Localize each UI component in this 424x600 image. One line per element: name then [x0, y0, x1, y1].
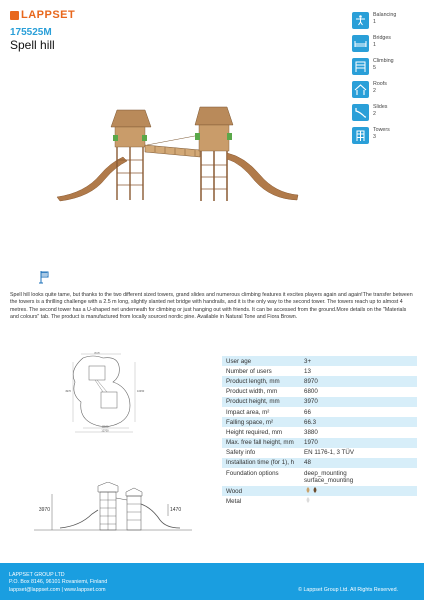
table-row: Number of users 13	[226, 367, 311, 375]
table-row: User age 3+	[222, 356, 417, 366]
metal-icon	[307, 497, 310, 503]
table-row: Product width, mm 6800	[226, 388, 318, 396]
footer-company: LAPPSET GROUP LTD	[9, 572, 65, 578]
table-row: Metal	[222, 496, 417, 506]
slide-icon	[352, 104, 369, 121]
feature-label: Bridges	[373, 35, 391, 41]
feature-item	[352, 33, 422, 56]
table-row: Product height, mm 3970	[222, 397, 417, 407]
footer-contact[interactable]: lappset@lappset.com | www.lappset.com	[9, 586, 106, 593]
feature-count: 3	[373, 134, 376, 140]
origin-flag-icon	[38, 270, 50, 284]
page-footer	[0, 563, 424, 600]
logo-mark-icon	[10, 11, 19, 20]
roof-icon	[352, 81, 369, 98]
feature-count: 1	[373, 42, 376, 48]
feature-list	[352, 10, 422, 148]
product-code: 175525M	[10, 27, 52, 38]
feature-item	[352, 125, 422, 148]
table-row: Wood	[222, 486, 417, 496]
tower-icon	[352, 127, 369, 144]
table-row: Impact area, m² 66	[226, 408, 311, 416]
feature-count: 1	[373, 19, 376, 25]
feature-label: Slides	[373, 104, 388, 110]
product-title: Spell hill	[10, 38, 55, 52]
feature-count: 5	[373, 65, 376, 71]
table-row: Installation time (for 1), h 48	[222, 458, 417, 468]
dim-elev-left: 3970	[38, 507, 50, 513]
brand-name: LAPPSET	[21, 9, 76, 21]
wood-natural-icon	[307, 487, 310, 493]
feature-item	[352, 79, 422, 102]
table-row: Product length, mm 8970	[222, 376, 417, 386]
dim-plan-right: 10450	[137, 390, 145, 393]
dim-plan-top: 5000	[94, 352, 100, 355]
wood-brown-icon	[314, 487, 317, 493]
footer-address: P.O. Box 8146, 96101 Rovaniemi, Finland	[9, 579, 108, 586]
feature-item	[352, 10, 422, 33]
metal-swatch	[302, 496, 417, 506]
table-row: Height required, mm 3880	[226, 428, 318, 436]
feature-label: Towers	[373, 127, 390, 133]
product-description: Spell hill looks quite tame, but thanks to the two different sized towers, grand slides and numerous climbing features it excites players again and again!The transfer between the towers is a thrilling challenge with a 2.5 m long, slightly slanted net bridge with handrails, and it is the only way to the second tower. The towers reach up to almost 4 metres. The second tower has a U-shaped net underneath for climbing or just hanging out with friends. It can be accessed from the ground.More details on the "Materials and colours" tab. The product is manufactured from locally sourced nordic pine. Available in Natural Tone and Fiora Brown.	[10, 292, 413, 321]
specs-table	[222, 356, 417, 506]
feature-label: Roofs	[373, 81, 387, 87]
bridge-icon	[352, 35, 369, 52]
balancing-icon	[352, 12, 369, 29]
table-row: Safety info EN 1176-1, 3 TÜV	[226, 449, 354, 457]
footer-copyright: © Lappset Group Ltd. All Rights Reserved.	[298, 587, 398, 593]
feature-item	[352, 102, 422, 125]
plan-drawing	[55, 352, 165, 434]
feature-count: 2	[373, 88, 376, 94]
elevation-drawing	[30, 482, 195, 532]
feature-label: Balancing	[373, 12, 397, 18]
dim-plan-bottom2: 12700	[101, 429, 109, 433]
product-render	[55, 105, 300, 215]
brand-logo	[10, 9, 75, 21]
wood-swatches	[302, 486, 417, 496]
feature-item	[352, 56, 422, 79]
dim-plan-left: 4970	[65, 390, 71, 393]
feature-count: 2	[373, 111, 376, 117]
dim-elev-right: 1470	[170, 507, 182, 513]
table-row: Falling space, m² 66.3	[222, 417, 417, 427]
table-row: Foundation options deep_mounting surface_mounting	[226, 470, 354, 485]
climbing-icon	[352, 58, 369, 75]
feature-label: Climbing	[373, 58, 394, 64]
table-row: Max. free fall height, mm 1970	[222, 438, 417, 448]
dim-plan-bottom1: 11100	[101, 425, 109, 429]
